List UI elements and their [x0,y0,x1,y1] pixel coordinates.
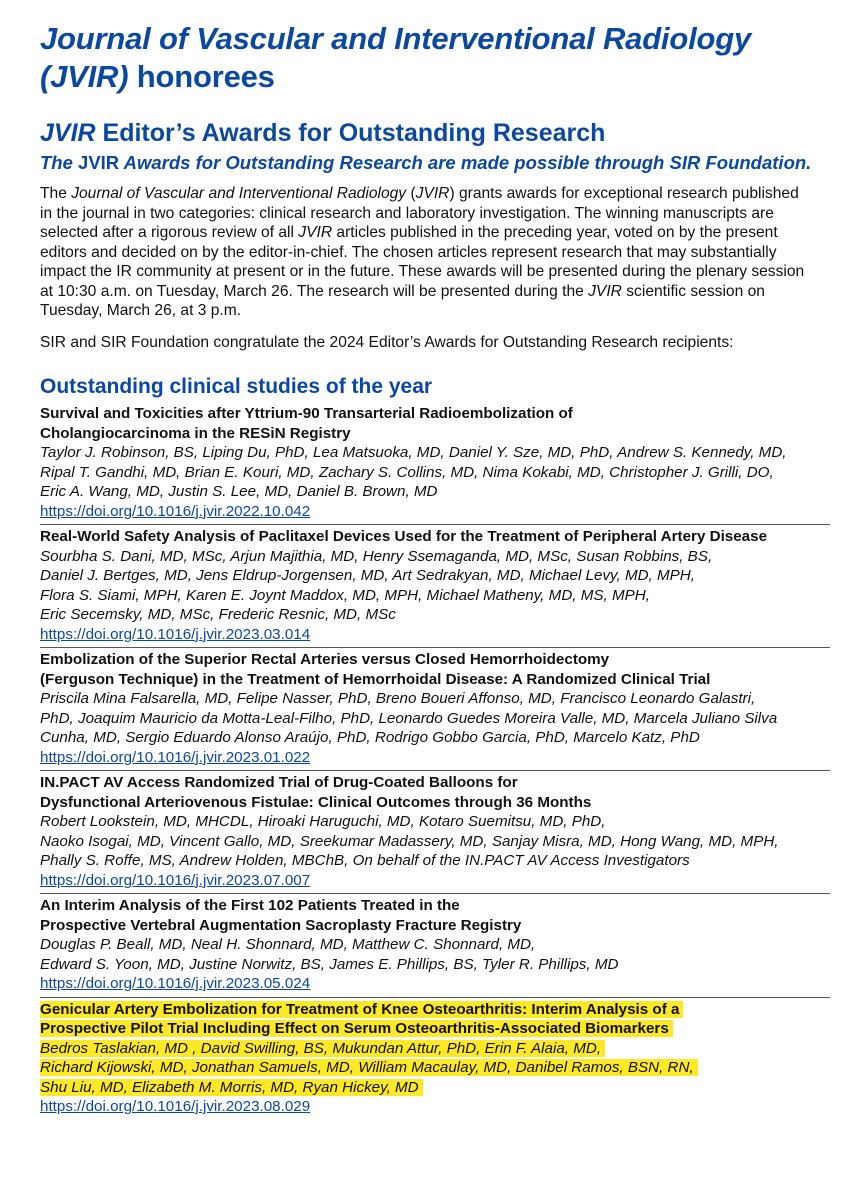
entry-authors [40,689,830,748]
page-title [40,20,845,96]
award-entry [40,894,830,998]
intro-italic: JVIR [415,185,450,202]
award-entry [40,648,830,771]
awards-subtitle-part-a: The JVIR [40,152,120,173]
intro-line: The Journal of Vascular and Interventional Radiology (JVIR) grants awards for exceptional research published [40,185,799,202]
intro-line: Tuesday, March 26, at 3 p.m. [40,302,242,319]
entry-title-line [40,896,830,916]
entry-authors-line [40,1078,830,1098]
entry-authors [40,935,830,974]
intro-italic: Journal of Vascular and Interventional Radiology [71,185,407,202]
entry-title-line [40,670,830,690]
awards-heading-jvir: JVIR [40,119,96,147]
doi-link[interactable]: https://doi.org/10.1016/j.jvir.2023.05.024 [40,975,311,992]
awards-heading-rest: Editor’s Awards for Outstanding Research [95,119,606,147]
entry-authors-line-text: Edward S. Yoon, MD, Justine Norwitz, BS, James E. Phillips, BS, Tyler R. Phillips, MD [40,955,619,973]
intro-italic: JVIR [298,224,333,241]
entry-title-line [40,527,830,547]
entry-title [40,896,830,935]
awards-subtitle-part-b: Awards for Outstanding Research are made possible through SIR Foundation. [123,152,812,173]
intro-line: editors and decided on by the editor-in-chief. The chosen articles represent research that may substantially [40,243,777,261]
entry-authors [40,1039,830,1098]
entry-authors-line [40,463,830,483]
entry-authors-line [40,709,830,729]
entry-title-line-text: Survival and Toxicities after Yttrium-90 Transarterial Radioembolization of [40,405,573,422]
entry-title [40,773,830,812]
entry-title-line-text: Embolization of the Superior Rectal Arteries versus Closed Hemorrhoidectomy [40,651,610,668]
entry-authors-line [40,1058,830,1078]
entry-authors-line-text: Robert Lookstein, MD, MHCDL, Hiroaki Haruguchi, MD, Kotaro Suemitsu, MD, PhD, [40,813,606,830]
intro-line: at 10:30 a.m. on Tuesday, March 26. The research will be presented during the JVIR scientific session on [40,282,765,300]
page-title-line-2 [40,58,845,96]
doi-link[interactable]: https://doi.org/10.1016/j.jvir.2023.01.022 [40,748,311,766]
entry-authors-line-text: Priscila Mina Falsarella, MD, Felipe Nasser, PhD, Breno Boueri Affonso, MD, Francisco Leonardo Galastri, [40,690,756,707]
entry-authors-line-text: Daniel J. Bertges, MD, Jens Eldrup-Jorgensen, MD, Art Sedrakyan, MD, Michael Levy, MD, MPH, [40,567,695,584]
entry-authors-line [40,955,830,975]
intro-line: impact the IR community at present or in the future. These awards will be presented during the plenary session [40,263,805,280]
entries-list [40,402,845,1120]
entry-authors-line [40,935,830,955]
doi-link[interactable]: https://doi.org/10.1016/j.jvir.2023.03.014 [40,625,311,643]
entry-title-line [40,650,830,670]
entry-title-line-text: Genicular Artery Embolization for Treatment of Knee Osteoarthritis: Interim Analysis of a [40,1001,683,1018]
entry-authors [40,812,830,871]
entry-authors-line-text: Cunha, MD, Sergio Eduardo Alonso Araújo, PhD, Rodrigo Gobbo Garcia, PhD, Marcelo Katz, PhD [40,729,700,746]
entry-title-line-text: Cholangiocarcinoma in the RESiN Registry [40,424,351,442]
entry-title-line-text: Prospective Vertebral Augmentation Sacroplasty Fracture Registry [40,916,522,934]
entry-authors-line [40,728,830,748]
entry-authors [40,443,830,502]
entry-authors-line-text: PhD, Joaquim Mauricio da Motta-Leal-Filho, PhD, Leonardo Guedes Moreira Valle, MD, Marcela Juliano Silva [40,709,778,727]
entry-authors-line [40,689,830,709]
section-heading: Outstanding clinical studies of the year [40,375,433,398]
entry-authors-line [40,443,830,463]
entry-authors-line [40,605,830,625]
awards-heading [40,118,845,148]
entry-title-line [40,424,830,444]
entry-title-line [40,1019,830,1039]
entry-title-line [40,793,830,813]
award-entry [40,771,830,894]
entry-authors-line [40,482,830,502]
entry-authors-line [40,1039,830,1059]
entry-authors-line-text: Naoko Isogai, MD, Vincent Gallo, MD, Sreekumar Madassery, MD, Sanjay Misra, MD, Hong Wang, MD, MPH, [40,832,779,850]
entry-title-line-text: Dysfunctional Arteriovenous Fistulae: Clinical Outcomes through 36 Months [40,793,592,811]
entry-authors-line-text: Richard Kijowski, MD, Jonathan Samuels, MD, William Macaulay, MD, Danibel Ramos, BSN, RN, [40,1059,698,1076]
entry-authors-line-text: Shu Liu, MD, Elizabeth M. Morris, MD, Ryan Hickey, MD [40,1079,423,1096]
award-entry [40,402,830,525]
congrats-text: SIR and SIR Foundation congratulate the 2024 Editor’s Awards for Outstanding Research recipients: [40,333,734,351]
entry-authors [40,547,830,625]
entry-title-line [40,916,830,936]
entry-title [40,650,830,689]
entry-title [40,404,830,443]
doi-link[interactable]: https://doi.org/10.1016/j.jvir.2023.08.029 [40,1098,311,1115]
entry-title [40,1000,830,1039]
entry-authors-line-text: Flora S. Siami, MPH, Karen E. Joynt Maddox, MD, MPH, Michael Matheny, MD, MS, MPH, [40,586,650,604]
entry-authors-line [40,566,830,586]
entry-authors-line-text: Phally S. Roffe, MS, Andrew Holden, MBChB, On behalf of the IN.PACT AV Access Investigators [40,852,690,869]
entry-authors-line [40,812,830,832]
doi-link[interactable]: https://doi.org/10.1016/j.jvir.2023.07.007 [40,871,311,889]
entry-authors-line-text: Eric Secemsky, MD, MSc, Frederic Resnic, MD, MSc [40,606,396,623]
entry-title-line [40,1000,830,1020]
entry-authors-line-text: Douglas P. Beall, MD, Neal H. Shonnard, MD, Matthew C. Shonnard, MD, [40,936,536,953]
entry-authors-line [40,851,830,871]
awards-subtitle [40,152,845,174]
entry-authors-line [40,586,830,606]
entry-title-line-text: (Ferguson Technique) in the Treatment of Hemorrhoidal Disease: A Randomized Clinical Trial [40,670,711,688]
entry-authors-line-text: Bedros Taslakian, MD , David Swilling, BS, Mukundan Attur, PhD, Erin F. Alaia, MD, [40,1040,605,1057]
subtitle-jvir: JVIR [78,152,120,173]
award-entry [40,525,830,648]
entry-authors-line-text: Sourbha S. Dani, MD, MSc, Arjun Majithia, MD, Henry Ssemaganda, MD, MSc, Susan Robbins, BS, [40,547,713,565]
intro-line: selected after a rigorous review of all JVIR articles published in the preceding year, voted on by the present [40,224,778,241]
page-title-abbrev: (JVIR) [40,59,129,94]
entry-title [40,527,830,547]
intro-line: in the journal in two categories: clinical research and laboratory investigation. The winning manuscripts are [40,204,774,222]
doi-link[interactable]: https://doi.org/10.1016/j.jvir.2022.10.042 [40,502,311,520]
entry-title-line-text: Real-World Safety Analysis of Paclitaxel Devices Used for the Treatment of Peripheral Artery Disease [40,528,768,545]
entry-authors-line-text: Ripal T. Gandhi, MD, Brian E. Kouri, MD, Zachary S. Collins, MD, Nima Kokabi, MD, Christopher J. Grilli, DO, [40,463,774,481]
page-title-rest: honorees [128,59,275,94]
award-entry [40,998,830,1120]
intro-paragraph [40,184,845,321]
entry-authors-line [40,832,830,852]
entry-authors-line-text: Eric A. Wang, MD, Justin S. Lee, MD, Daniel B. Brown, MD [40,483,438,500]
entry-title-line-text: IN.PACT AV Access Randomized Trial of Drug-Coated Balloons for [40,774,518,791]
entry-title-line-text: An Interim Analysis of the First 102 Patients Treated in the [40,897,460,914]
entry-title-line [40,773,830,793]
intro-italic: JVIR [588,282,622,300]
entry-title-line-text: Prospective Pilot Trial Including Effect on Serum Osteoarthritis-Associated Biomarkers [40,1020,673,1037]
entry-title-line [40,404,830,424]
page-title-line-1: Journal of Vascular and Interventional Radiology [40,21,751,56]
entry-authors-line [40,547,830,567]
entry-authors-line-text: Taylor J. Robinson, BS, Liping Du, PhD, Lea Matsuoka, MD, Daniel Y. Sze, MD, PhD, Andrew S. Kennedy, MD, [40,444,787,461]
